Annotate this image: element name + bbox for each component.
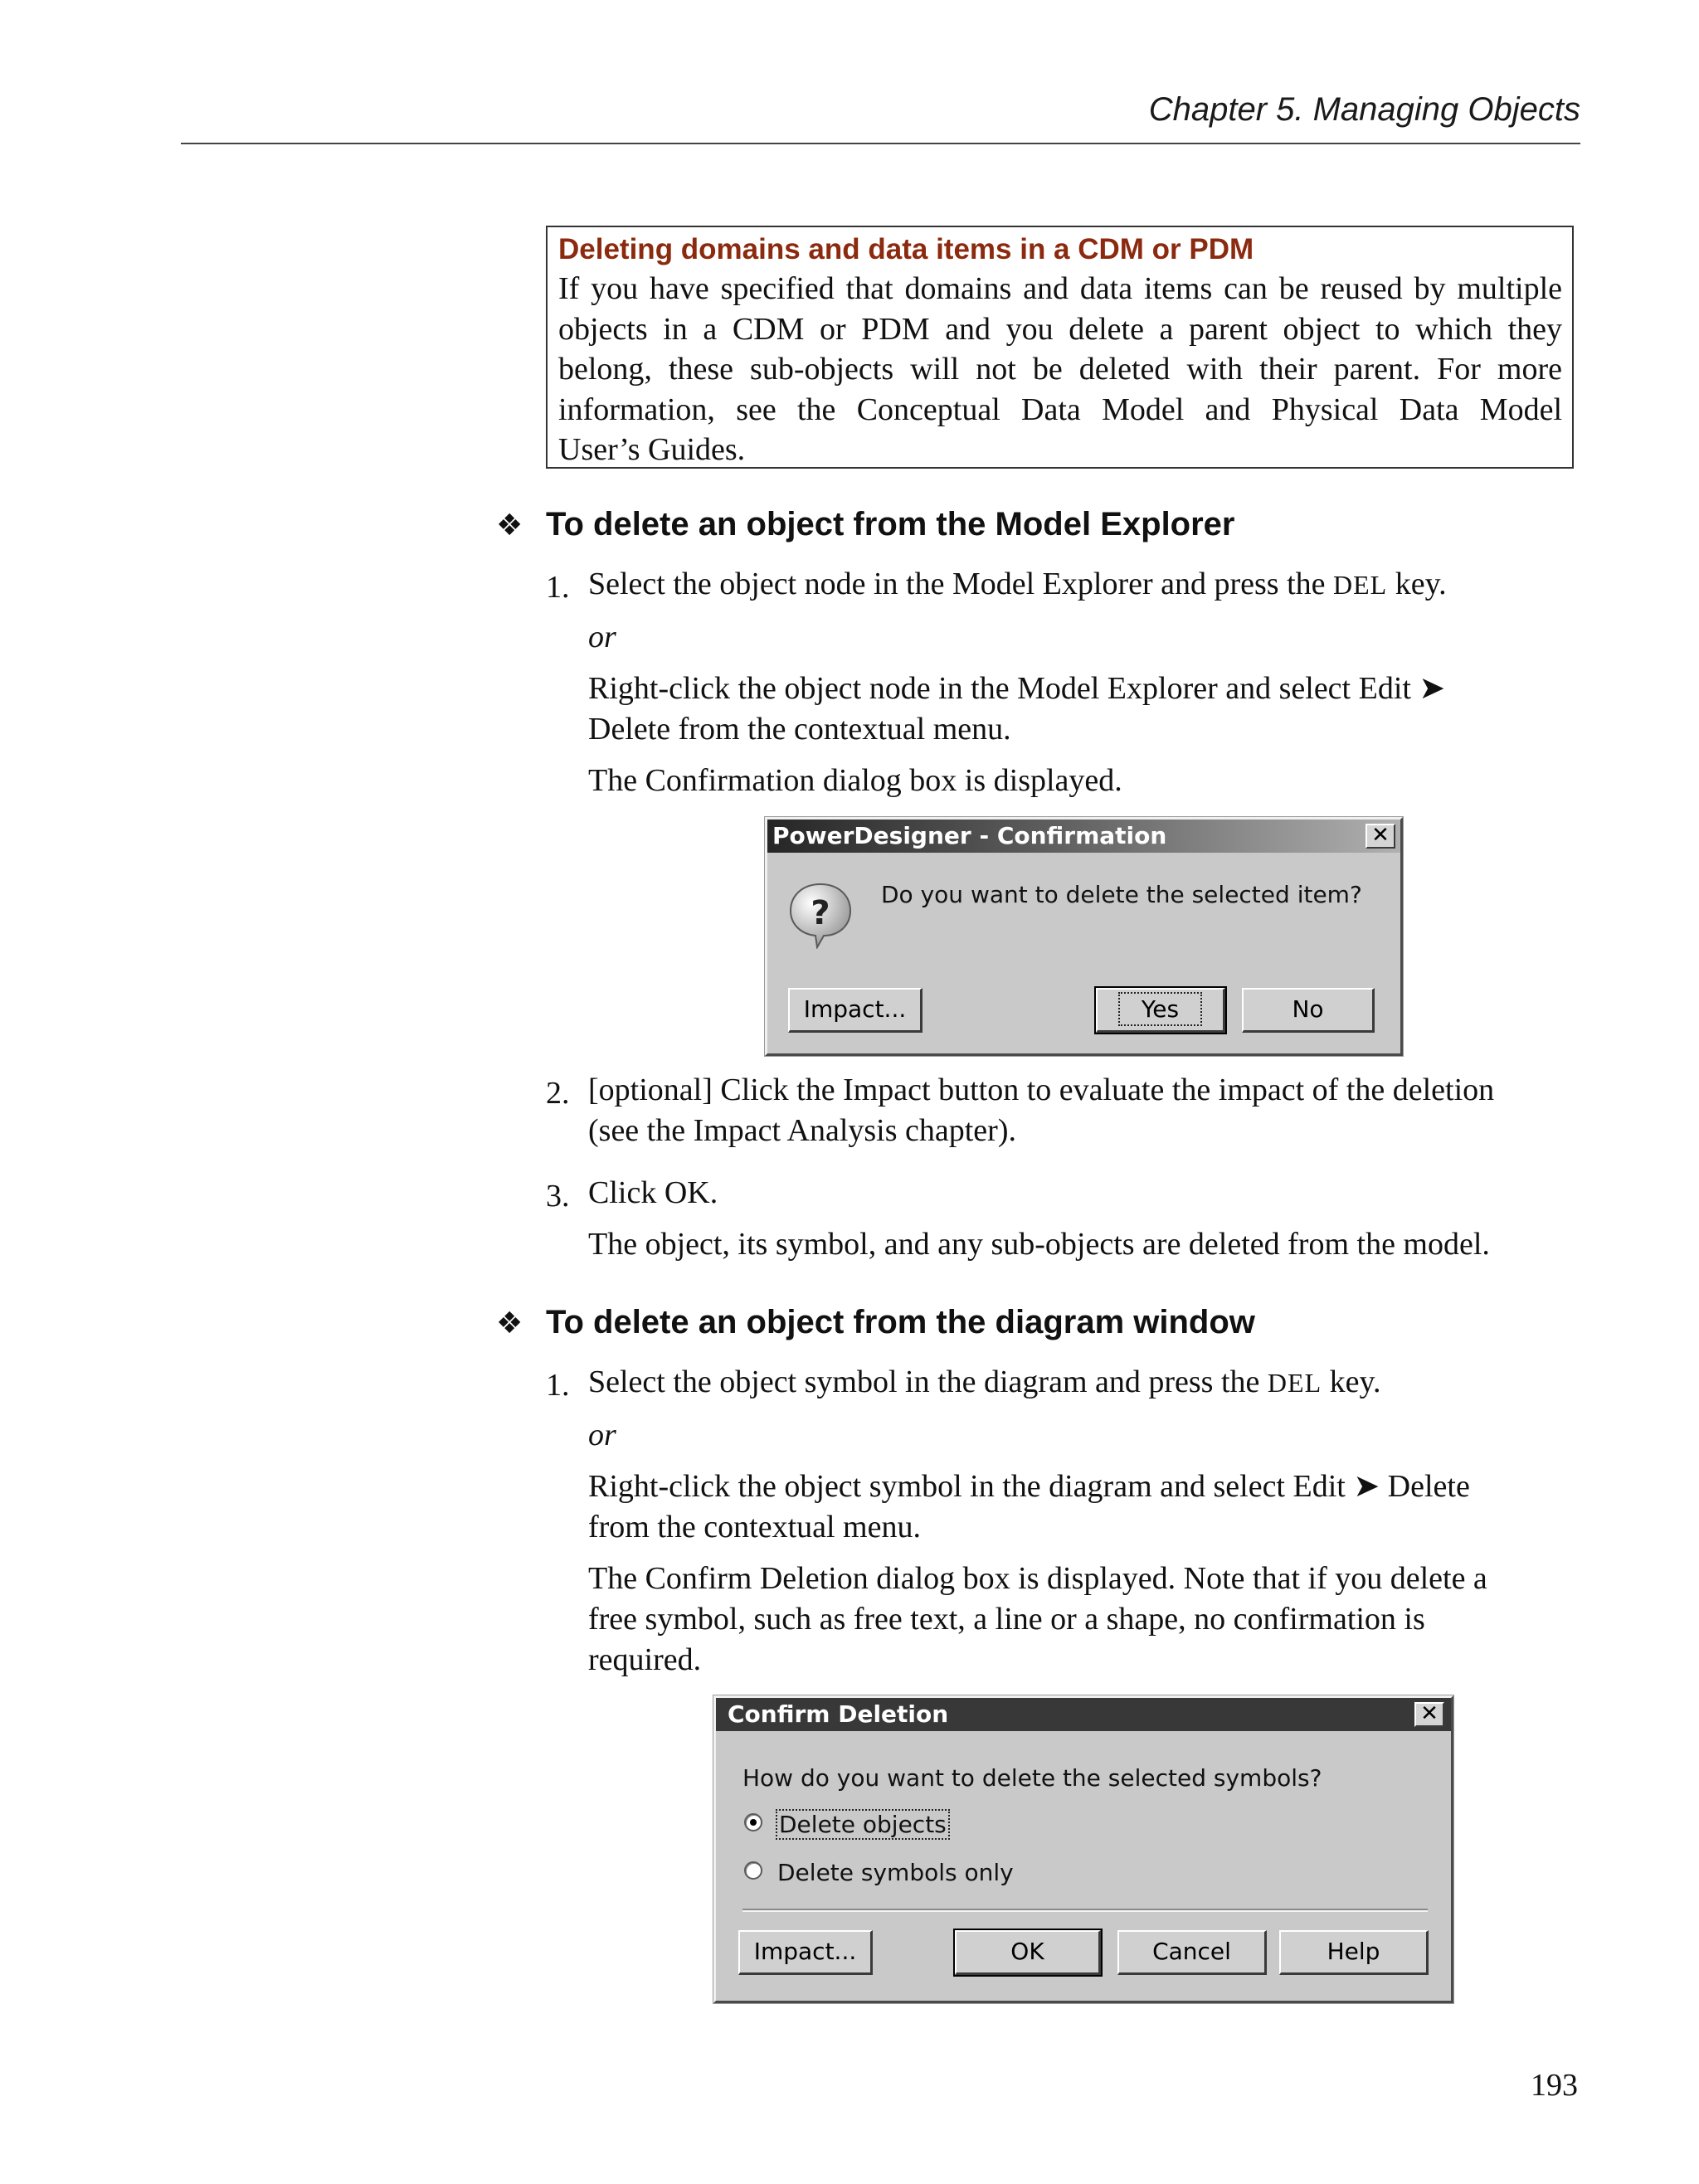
result-text: The object, its symbol, and any sub-objects are deleted from the model. — [588, 1227, 1490, 1262]
close-button[interactable]: ✕ — [1366, 824, 1395, 849]
radio-unselected-icon — [744, 1861, 762, 1880]
result-text: The Confirmation dialog box is displayed. — [588, 763, 1122, 798]
note-title: Deleting domains and data items in a CDM or PDM — [558, 233, 1254, 265]
procedure-heading-model-explorer — [496, 506, 1235, 543]
impact-button[interactable]: Impact... — [788, 988, 923, 1033]
radio-delete-objects[interactable] — [744, 1809, 1076, 1842]
result-text: The Confirm Deletion dialog box is displayed. Note that if you delete a — [588, 1561, 1487, 1596]
radio-label: Delete objects — [776, 1809, 950, 1840]
note-line: User’s Guides. — [558, 432, 746, 467]
key-name: DEL — [1333, 570, 1388, 600]
dialog-title-bar — [767, 820, 1400, 853]
help-button[interactable]: Help — [1279, 1930, 1429, 1975]
dialog-title: Confirm Deletion — [728, 1700, 949, 1728]
dialog-message: Do you want to delete the selected item? — [881, 881, 1362, 908]
step-number: 2. — [546, 1076, 570, 1111]
yes-button-label: Yes — [1118, 992, 1202, 1026]
result-text: required. — [588, 1642, 702, 1677]
procedure-heading-diagram-window — [496, 1304, 1255, 1341]
note-line: objects in a CDM or PDM and you delete a parent object to which they — [558, 311, 1562, 347]
step-number: 3. — [546, 1179, 570, 1214]
alt-instruction-line: Right-click the object node in the Model Explorer and select Edit ➤ — [588, 671, 1446, 706]
alt-instruction-line: Delete from the contextual menu. — [588, 712, 1011, 747]
ok-button[interactable]: OK — [955, 1930, 1101, 1975]
close-button[interactable]: ✕ — [1414, 1702, 1444, 1727]
radio-selected-icon — [744, 1813, 762, 1831]
radio-label: Delete symbols only — [777, 1859, 1014, 1886]
page-number: 193 — [1531, 2068, 1578, 2103]
separator — [742, 1909, 1428, 1912]
alt-instruction-line: from the contextual menu. — [588, 1510, 921, 1544]
procedure-heading-text: To delete an object from the diagram window — [546, 1304, 1255, 1340]
step-text: Select the object node in the Model Explorer and press the DEL key. — [588, 567, 1447, 601]
note-body — [558, 269, 1562, 470]
svg-text:?: ? — [811, 894, 830, 932]
no-button[interactable]: No — [1242, 988, 1375, 1033]
note-box — [546, 226, 1574, 469]
note-line: If you have specified that domains and data items can be reused by multiple — [558, 271, 1562, 306]
running-header: Chapter 5. Managing Objects — [1148, 91, 1580, 128]
diamond-bullet-icon: ❖ — [496, 507, 523, 542]
or-text: or — [588, 620, 616, 654]
dialog-question: How do you want to delete the selected symbols? — [742, 1764, 1322, 1792]
question-icon — [787, 881, 854, 949]
note-line: information, see the Conceptual Data Model and Physical Data Model — [558, 392, 1562, 427]
or-text: or — [588, 1418, 616, 1452]
step-text: Select the object symbol in the diagram and press the DEL key. — [588, 1364, 1381, 1399]
step-text: Click OK. — [588, 1175, 718, 1210]
cancel-button[interactable]: Cancel — [1117, 1930, 1267, 1975]
step-number: 1. — [546, 570, 570, 605]
alt-instruction-line: Right-click the object symbol in the diagram and select Edit ➤ Delete — [588, 1469, 1470, 1504]
step-number: 1. — [546, 1368, 570, 1403]
key-name: DEL — [1267, 1368, 1322, 1398]
dialog-title: PowerDesigner - Confirmation — [772, 822, 1167, 849]
note-line: belong, these sub-objects will not be deleted with their parent. For more — [558, 352, 1562, 387]
step-text: (see the Impact Analysis chapter). — [588, 1113, 1016, 1148]
header-rule — [181, 143, 1580, 144]
step-text: [optional] Click the Impact button to evaluate the impact of the deletion — [588, 1073, 1495, 1107]
impact-button[interactable]: Impact... — [738, 1930, 873, 1975]
diamond-bullet-icon: ❖ — [496, 1305, 523, 1340]
dialog-title-bar — [716, 1698, 1451, 1731]
radio-delete-symbols-only[interactable] — [744, 1857, 1076, 1890]
yes-button[interactable] — [1096, 988, 1225, 1033]
procedure-heading-text: To delete an object from the Model Explorer — [546, 506, 1235, 542]
confirmation-dialog — [765, 817, 1403, 1056]
confirm-deletion-dialog — [713, 1695, 1453, 2003]
result-text: free symbol, such as free text, a line or a shape, no confirmation is — [588, 1602, 1425, 1637]
